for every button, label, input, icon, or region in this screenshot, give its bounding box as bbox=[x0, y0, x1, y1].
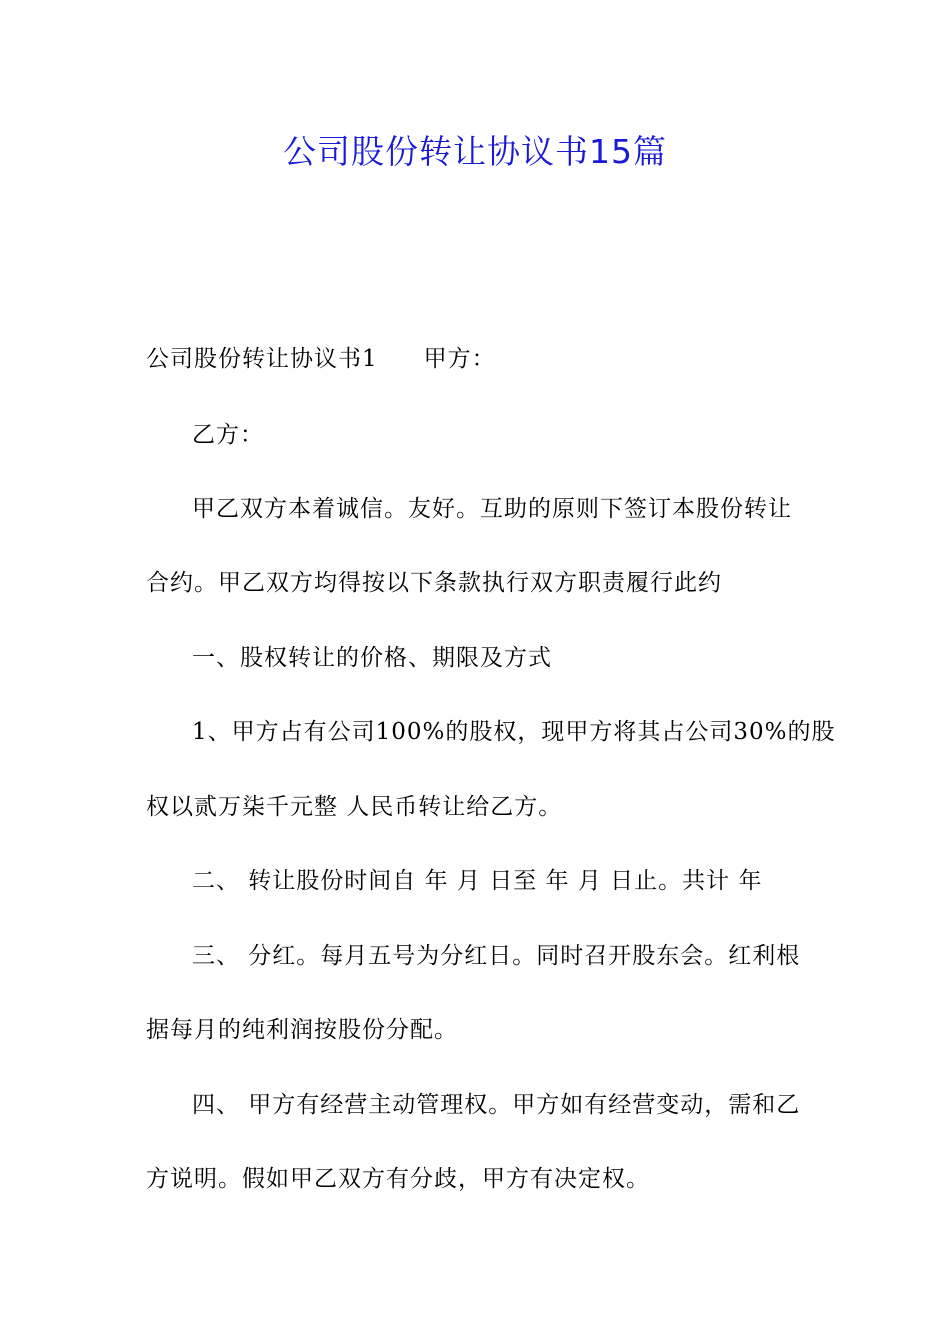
paragraph-line: 据每月的纯利润按股份分配。 bbox=[146, 1017, 458, 1043]
paragraph-line: 权以贰万柒千元整 人民币转让给乙方。 bbox=[146, 794, 563, 820]
clause-line: 四、 甲方有经营主动管理权。甲方如有经营变动，需和乙 bbox=[192, 1092, 801, 1118]
clause-heading: 一、股权转让的价格、期限及方式 bbox=[192, 645, 552, 671]
paragraph-line: 合约。甲乙双方均得按以下条款执行双方职责履行此约 bbox=[146, 570, 722, 596]
section-heading: 公司股份转让协议书1 bbox=[146, 346, 378, 372]
clause-line: 二、 转让股份时间自 年 月 日至 年 月 日止。共计 年 bbox=[192, 868, 763, 894]
paragraph-line: 1、甲方占有公司100%的股权，现甲方将其占公司30%的股 bbox=[192, 719, 836, 745]
paragraph-line: 甲乙双方本着诚信。友好。互助的原则下签订本股份转让 bbox=[192, 496, 792, 522]
party-a-label: 甲方： bbox=[423, 346, 496, 372]
document-title: 公司股份转让协议书15篇 bbox=[283, 132, 667, 171]
party-b-label: 乙方： bbox=[192, 422, 264, 448]
section-heading-line bbox=[146, 342, 826, 376]
clause-line: 三、 分红。每月五号为分红日。同时召开股东会。红利根 bbox=[192, 943, 801, 969]
paragraph-line: 方说明。假如甲乙双方有分歧，甲方有决定权。 bbox=[146, 1166, 650, 1192]
